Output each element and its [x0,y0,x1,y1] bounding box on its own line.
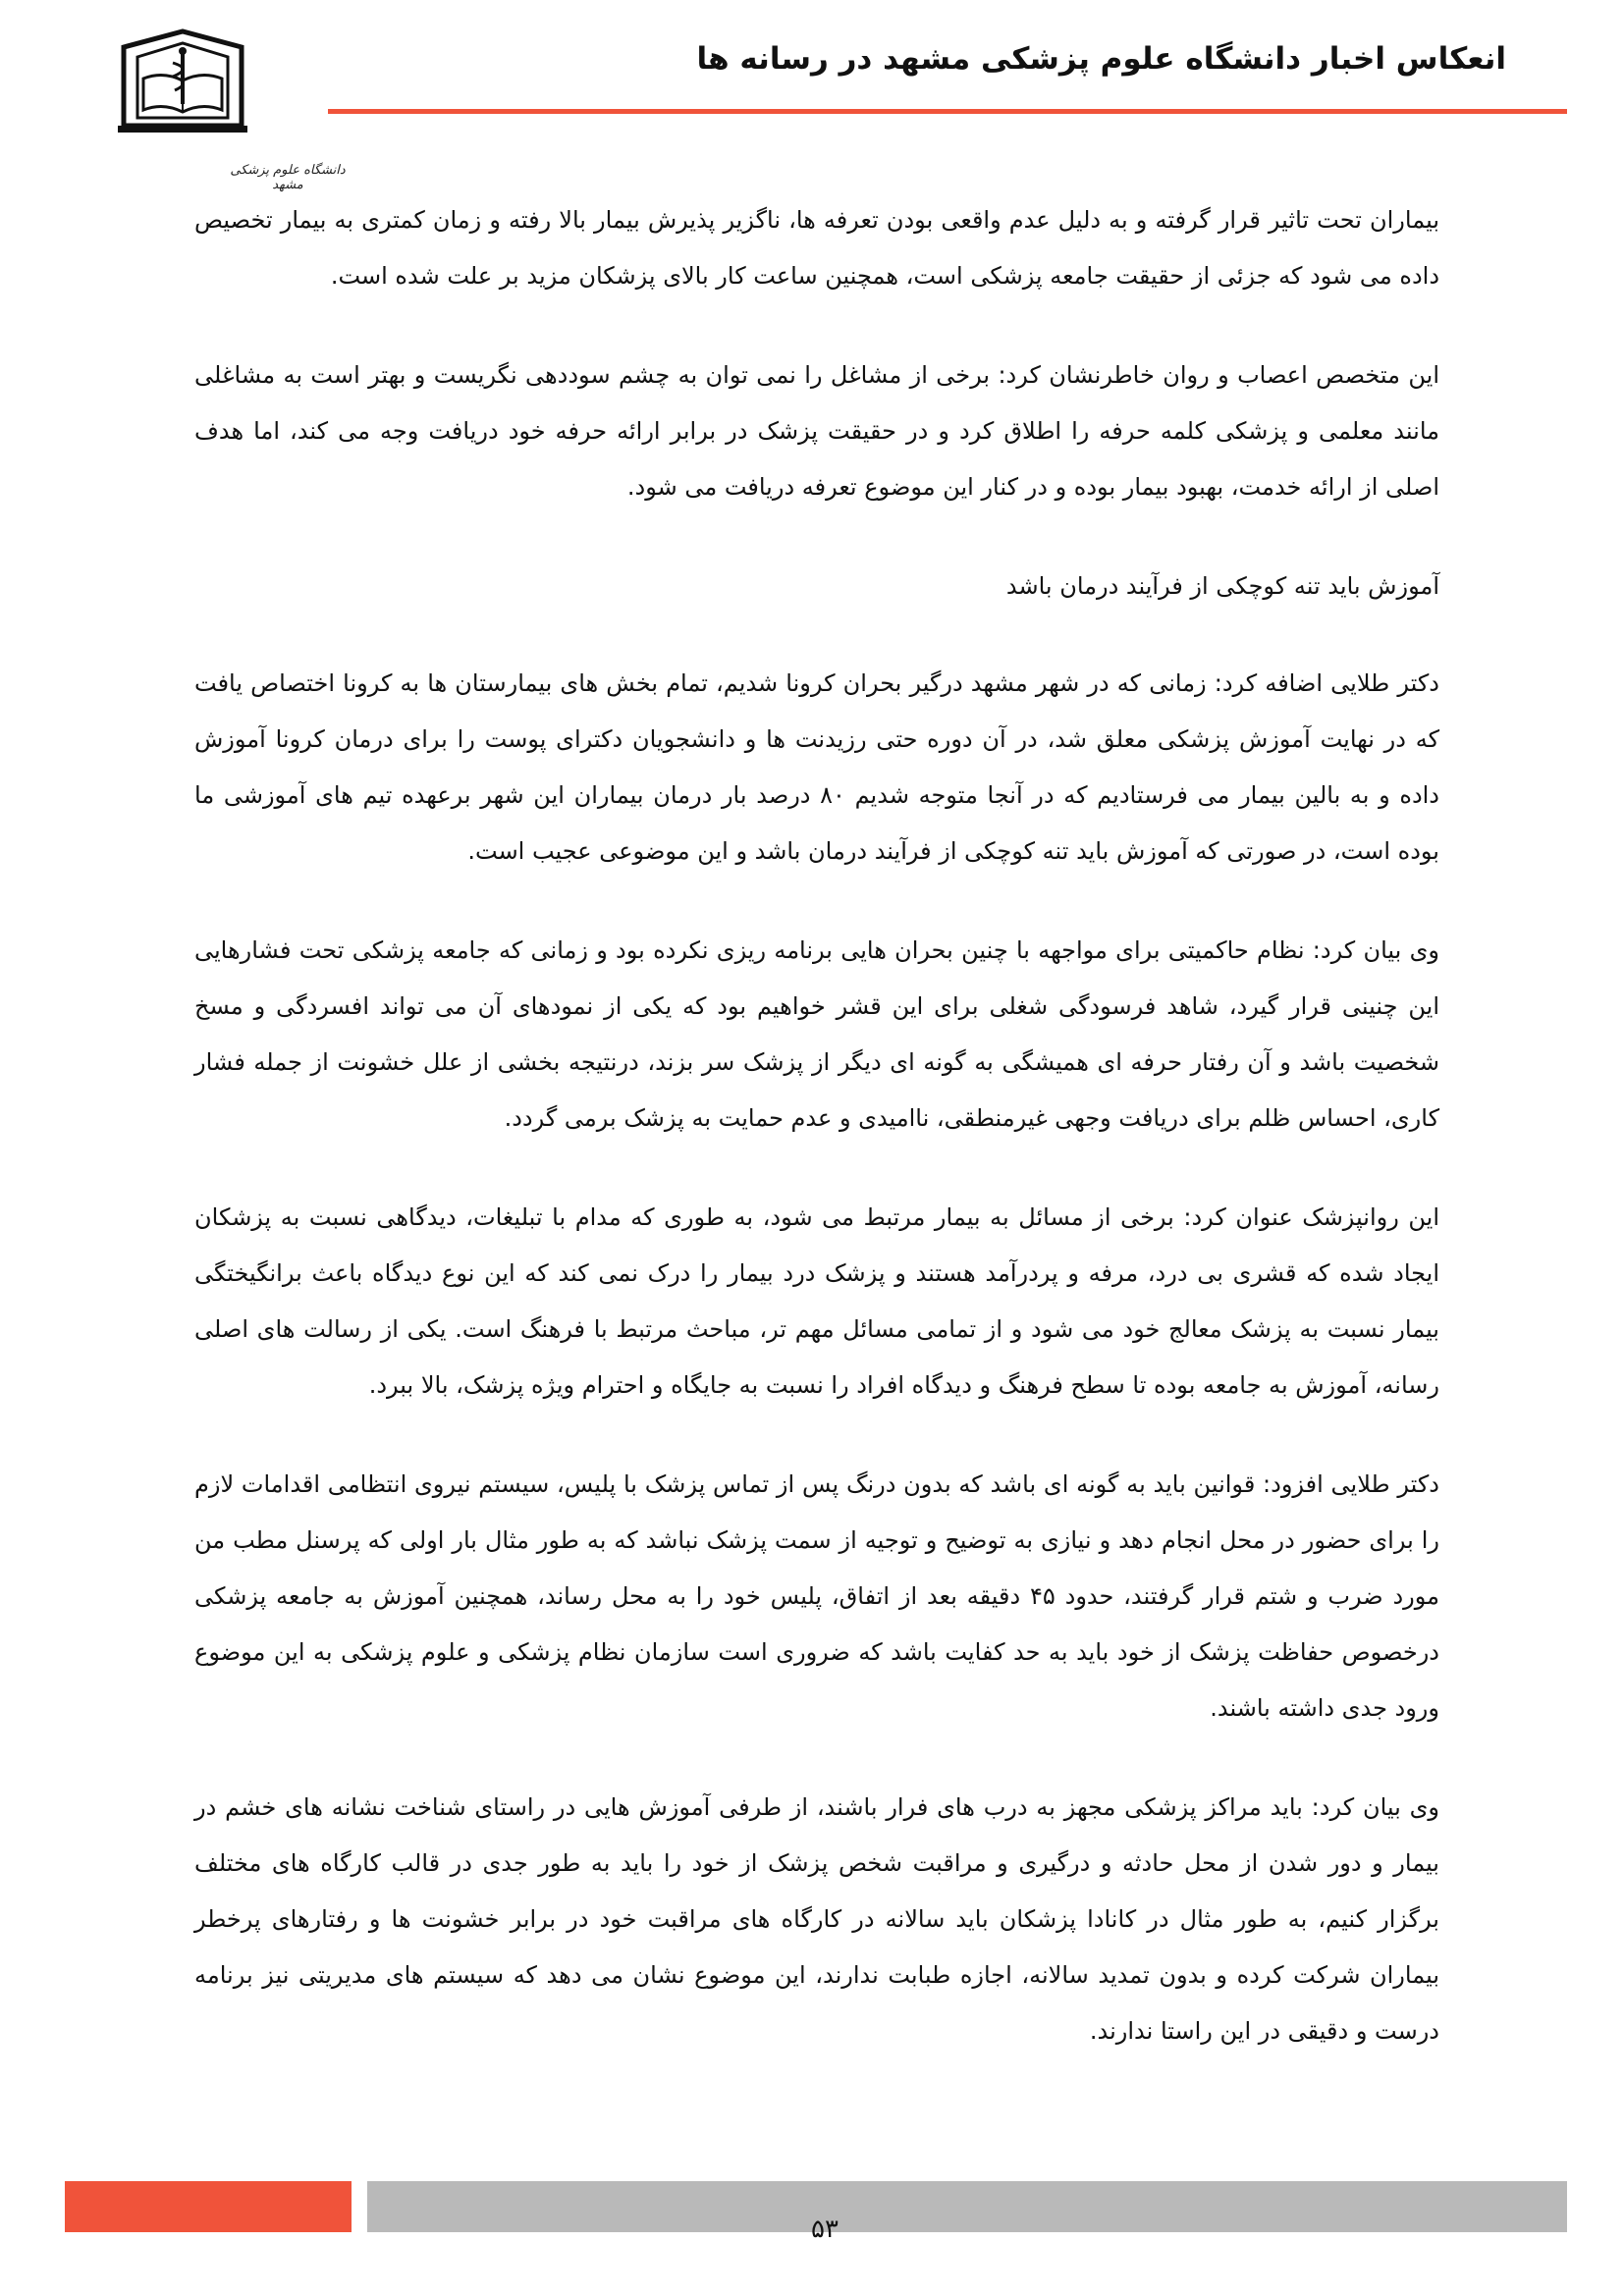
paragraph: این متخصص اعصاب و روان خاطرنشان کرد: برخی از مشاغل را نمی توان به چشم سوددهی نگریست و بهتر است به مشاغلی مانند معلمی و پزشکی کلمه حرفه را اطلاق کرد و در حقیقت پزشک در برابر ارائه حرفه خود دریافت وجه می کند، اما هدف اصلی از ارائه خدمت، بهبود بیمار بوده و در کنار این موضوع تعرفه دریافت می شود. [194,361,1439,501]
paragraph: بیماران تحت تاثیر قرار گرفته و به دلیل عدم واقعی بودن تعرفه ها، ناگزیر پذیرش بیمار بالا رفته و زمان کمتری به بیمار تخصیص داده می شود که جزئی از حقیقت جامعه پزشکی است، همچنین ساعت کار بالای پزشکان مزید بر علت شده است. [194,206,1439,290]
emblem-graphic [104,27,261,137]
header-divider [328,109,1567,114]
paragraph: وی بیان کرد: باید مراکز پزشکی مجهز به درب های فرار باشند، از طرفی آموزش هایی در راستای شناخت نشانه های خشم در بیمار و دور شدن از محل حادثه و درگیری و مراقبت شخص پزشک از خود را باید به طور جدی در قالب کارگاه های مختلف برگزار کنیم، به طور مثال در کانادا پزشکان باید سالانه در کارگاه های مراقبت خود در برابر خشونت ها و رفتارهای پرخطر بیماران شرکت کرده و بدون تمدید سالانه، اجازه طبابت ندارند، این موضوع نشان می دهد که سیستم های مدیریتی نیز برنامه درست و دقیقی در این راستا ندارند. [194,1793,1439,2045]
paragraph: این روانپزشک عنوان کرد: برخی از مسائل به بیمار مرتبط می شود، به طوری که مدام با تبلیغات، دیدگاهی نسبت به پزشکان ایجاد شده که قشری بی درد، مرفه و پردرآمد هستند و پزشک درد بیمار را درک نمی کند که این نوع دیدگاه باعث برانگیختگی بیمار نسبت به پزشک معالج خود می شود و از تمامی مسائل مهم تر، مباحث مرتبط با فرهنگ است. یکی از رسالت های اصلی رسانه، آموزش به جامعه بوده تا سطح فرهنگ و دیدگاه افراد را نسبت به جایگاه و احترام ویژه پزشک، بالا ببرد. [194,1203,1439,1399]
university-emblem-icon [104,27,346,192]
paragraph: وی بیان کرد: نظام حاکمیتی برای مواجهه با چنین بحران هایی برنامه ریزی نکرده بود و زمانی که جامعه پزشکی تحت فشارهایی این چنینی قرار گیرد، شاهد فرسودگی شغلی برای این قشر خواهیم بود که یکی از نمودهای آن می تواند افسردگی و مسخ شخصیت باشد و آن رفتار حرفه ای همیشگی به گونه ای دیگر از پزشک سر بزند، درنتیجه بخشی از علل خشونت از جمله فشار کاری، احساس ظلم برای دریافت وجهی غیرمنطقی، ناامیدی و عدم حمایت به پزشک برمی گردد. [194,936,1439,1132]
paragraph: دکتر طلایی افزود: قوانین باید به گونه ای باشد که بدون درنگ پس از تماس پزشک با پلیس، سیستم نیروی انتظامی اقدامات لازم را برای حضور در محل انجام دهد و نیازی به توضیح و توجیه از سمت پزشک نباشد که به طور مثال بار اولی که پرسنل مطب من مورد ضرب و شتم قرار گرفتند، حدود ۴۵ دقیقه بعد از اتفاق، پلیس خود را به محل رساند، همچنین آموزش به جامعه پزشکی درخصوص حفاظت پزشک از خود باید به حد کفایت باشد که ضروری است سازمان نظام پزشکی و علوم پزشکی به این موضوع ورود جدی داشته باشند. [194,1470,1440,1722]
footer-gray-bar [367,2181,1567,2232]
paragraph: دکتر طلایی اضافه کرد: زمانی که در شهر مشهد درگیر بحران کرونا شدیم، تمام بخش های بیمارستان ها به کرونا اختصاص یافت که در نهایت آموزش پزشکی معلق شد، در آن دوره حتی رزیدنت ها و دانشجویان دکترای پوست را برای درمان کرونا آموزش داده و به بالین بیمار می فرستادیم که در آنجا متوجه شدیم ۸۰ درصد بار درمان بیماران این شهر برعهده تیم های آموزشی ما بوده است، در صورتی که آموزش باید تنه کوچکی از فرآیند درمان باشد و این موضوعی عجیب است. [194,669,1439,865]
article-body [194,192,1439,2103]
emblem-caption: دانشگاه علوم پزشکی مشهد [230,163,346,192]
page-number: ۵۳ [811,2215,839,2244]
section-subheading: آموزش باید تنه کوچکی از فرآیند درمان باشد [1005,572,1439,600]
page-title: انعکاس اخبار دانشگاه علوم پزشکی مشهد در رسانه ها [696,41,1506,77]
footer-accent-bar [65,2181,352,2232]
